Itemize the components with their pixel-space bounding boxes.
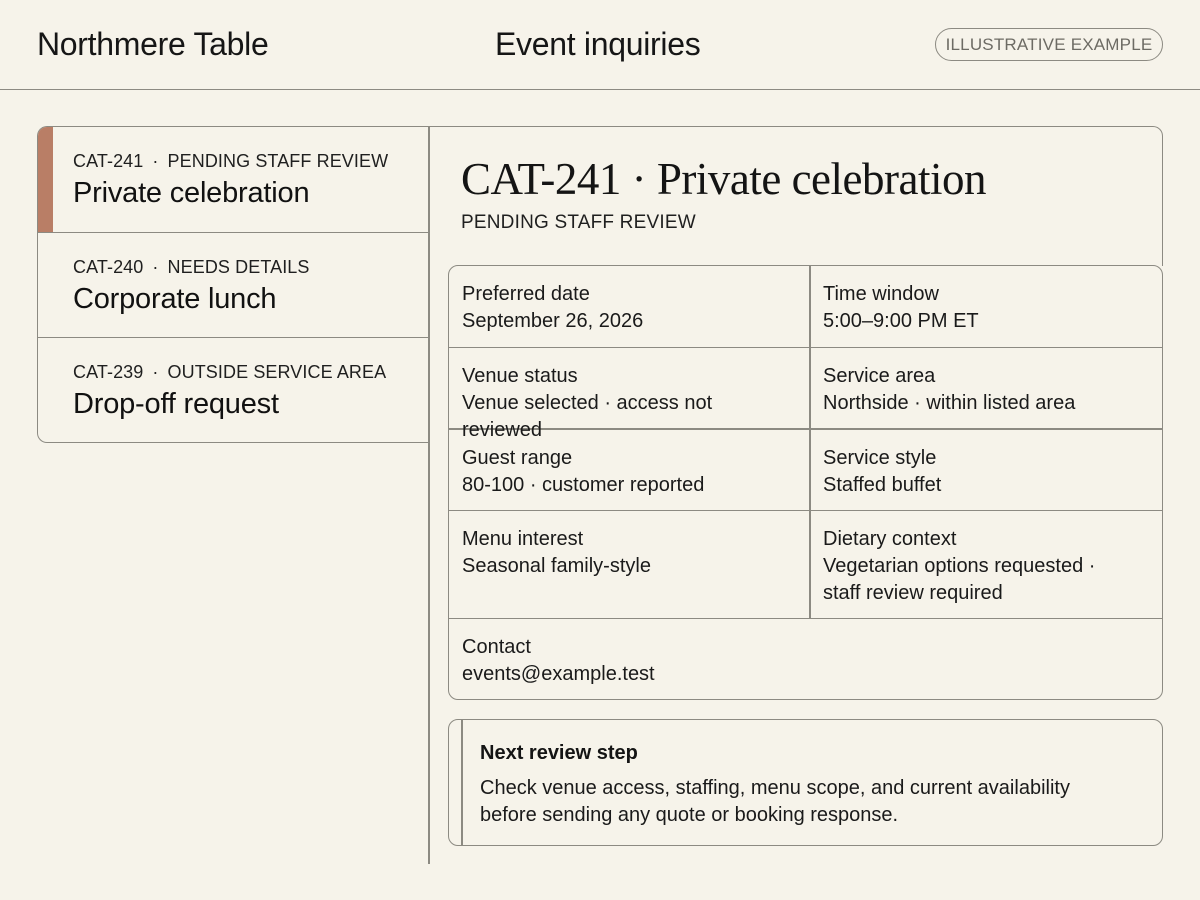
active-indicator [38, 127, 53, 232]
detail-title: CAT-241 · Private celebration [461, 154, 986, 204]
detail-status: PENDING STAFF REVIEW [461, 212, 696, 233]
brand-name: Northmere Table [37, 26, 269, 62]
field-dietary-context [810, 511, 1162, 607]
next-step-title: Next review step [480, 742, 638, 764]
next-step-body [480, 775, 1130, 829]
field-value: 80-100 · customer reported [462, 473, 705, 496]
next-review-step [448, 719, 1163, 846]
field-time-window [810, 266, 1162, 335]
field-label: Preferred date [462, 283, 590, 305]
next-step-rule [461, 720, 463, 845]
inquiry-id: CAT-239 [73, 362, 144, 382]
inquiry-meta [73, 362, 386, 383]
field-label: Time window [823, 283, 939, 305]
meta-separator: · [152, 256, 159, 277]
inquiry-meta [73, 257, 310, 278]
detail-header [428, 126, 1163, 266]
inquiry-item-cat-241[interactable] [38, 127, 429, 233]
field-preferred-date [449, 266, 809, 335]
field-label: Service style [823, 446, 937, 469]
field-label: Service area [823, 365, 936, 387]
inquiry-fields [448, 265, 1163, 700]
field-service-area [810, 348, 1162, 417]
inquiry-meta [73, 151, 388, 172]
field-value: Staffed buffet [823, 473, 942, 496]
inquiry-status: OUTSIDE SERVICE AREA [167, 362, 387, 382]
field-label: Menu interest [462, 528, 584, 550]
field-contact [449, 619, 1162, 688]
field-value: Vegetarian options requested · [823, 555, 1096, 577]
inquiry-id: CAT-240 [73, 256, 144, 277]
inquiry-list [37, 126, 429, 443]
field-service-style [810, 430, 1162, 499]
inquiry-id: CAT-241 [73, 151, 144, 171]
field-menu-interest [449, 511, 809, 580]
inquiry-title: Private celebration [73, 177, 310, 209]
field-value: Venue selected · access not reviewed [462, 392, 713, 441]
next-step-line: before sending any quote or booking response. [480, 804, 899, 826]
inquiry-status: NEEDS DETAILS [167, 256, 310, 277]
meta-separator: · [152, 362, 159, 382]
inquiry-item-cat-239[interactable] [38, 338, 429, 443]
inquiry-item-cat-240[interactable] [38, 233, 429, 339]
next-step-line: Check venue access, staffing, menu scope, and current availability [480, 777, 1070, 799]
field-label: Venue status [462, 365, 578, 387]
field-value: staff review required [823, 582, 1003, 604]
page-title: Event inquiries [495, 26, 701, 62]
field-label: Dietary context [823, 528, 957, 550]
inquiry-title: Corporate lunch [73, 282, 277, 315]
meta-separator: · [152, 151, 159, 171]
field-value: 5:00–9:00 PM ET [823, 310, 979, 332]
field-label: Contact [462, 636, 531, 658]
field-guest-range [449, 430, 809, 499]
illustrative-badge: ILLUSTRATIVE EXAMPLE [935, 28, 1163, 61]
inquiry-status: PENDING STAFF REVIEW [167, 151, 389, 171]
field-value: Seasonal family-style [462, 555, 651, 577]
field-value: Northside · within listed area [823, 392, 1076, 414]
field-value: September 26, 2026 [462, 310, 644, 332]
app-header [0, 0, 1200, 90]
contact-email[interactable]: events@example.test [462, 663, 655, 685]
inquiry-title: Drop-off request [73, 388, 279, 420]
field-label: Guest range [462, 446, 573, 469]
